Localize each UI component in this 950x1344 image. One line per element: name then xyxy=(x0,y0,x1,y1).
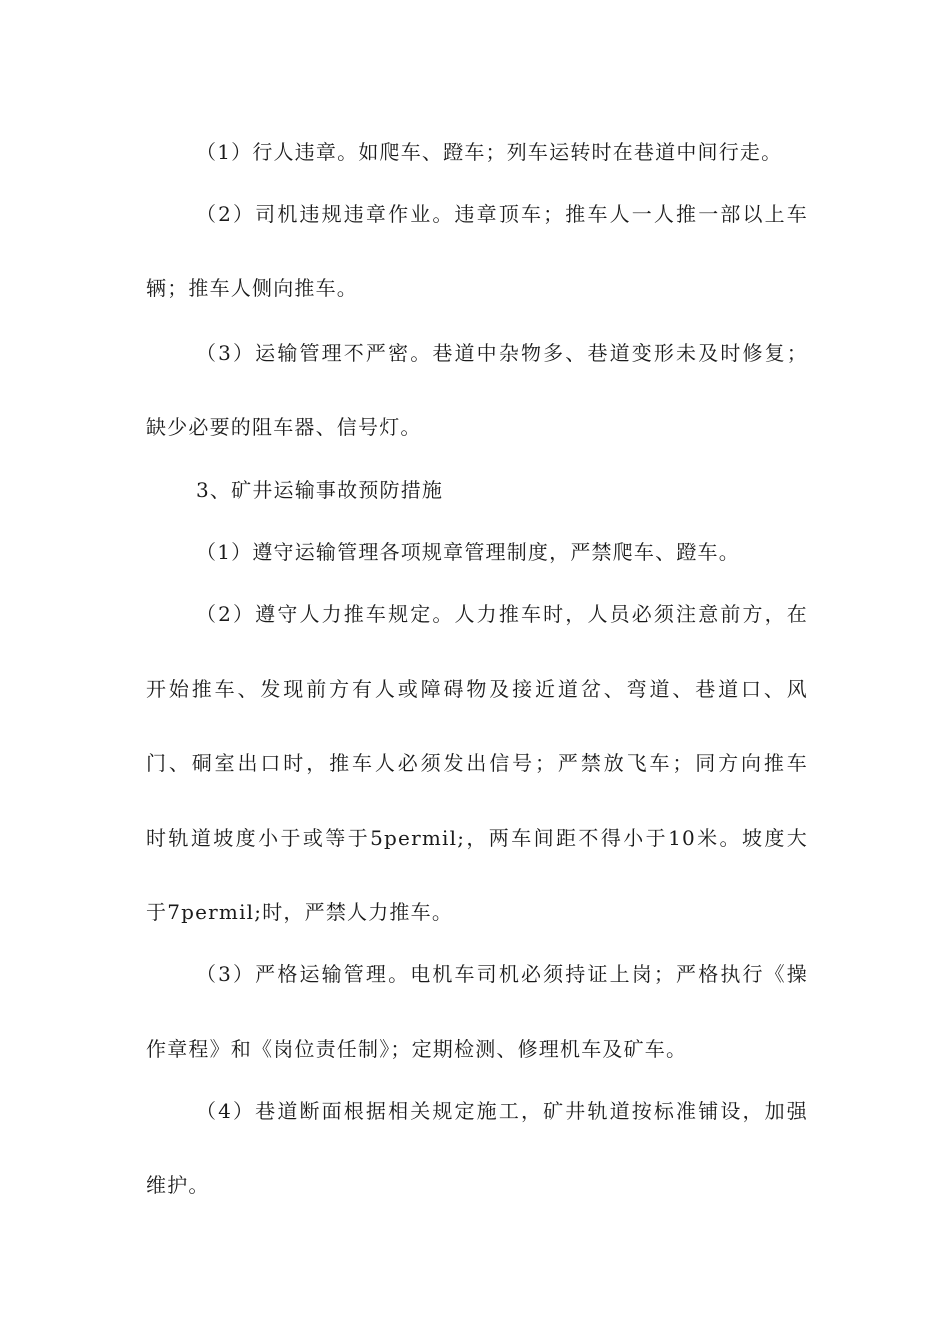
paragraph-prevention-rules: （1）遵守运输管理各项规章管理制度，严禁爬车、蹬车。 xyxy=(196,540,740,564)
paragraph-prevention-pushing-line4: 时轨道坡度小于或等于5permil;，两车间距不得小于10米。坡度大 xyxy=(146,826,808,850)
paragraph-prevention-roadway-line2: 维护。 xyxy=(146,1173,210,1197)
paragraph-prevention-management-line1: （3）严格运输管理。电机车司机必须持证上岗；严格执行《操 xyxy=(196,962,808,986)
paragraph-prevention-roadway-line1: （4）巷道断面根据相关规定施工，矿井轨道按标准铺设，加强 xyxy=(196,1099,808,1123)
paragraph-prevention-pushing-line3: 门、硐室出口时，推车人必须发出信号；严禁放飞车；同方向推车 xyxy=(146,751,808,775)
paragraph-prevention-management-line2: 作章程》和《岗位责任制》；定期检测、修理机车及矿车。 xyxy=(146,1037,688,1061)
paragraph-prevention-pushing-line1: （2）遵守人力推车规定。人力推车时，人员必须注意前方，在 xyxy=(196,602,808,626)
paragraph-violation-management-line1: （3）运输管理不严密。巷道中杂物多、巷道变形未及时修复； xyxy=(196,341,808,365)
paragraph-violation-driver-line1: （2）司机违规违章作业。违章顶车；推车人一人推一部以上车 xyxy=(196,202,808,226)
paragraph-prevention-pushing-line2: 开始推车、发现前方有人或障碍物及接近道岔、弯道、巷道口、风 xyxy=(146,677,808,701)
paragraph-violation-management-line2: 缺少必要的阻车器、信号灯。 xyxy=(146,415,422,439)
paragraph-prevention-pushing-line5: 于7permil;时，严禁人力推车。 xyxy=(146,900,454,924)
section-heading-prevention: 3、矿井运输事故预防措施 xyxy=(196,478,444,502)
paragraph-violation-driver-line2: 辆；推车人侧向推车。 xyxy=(146,276,358,300)
paragraph-violation-pedestrian: （1）行人违章。如爬车、蹬车；列车运转时在巷道中间行走。 xyxy=(196,140,783,164)
